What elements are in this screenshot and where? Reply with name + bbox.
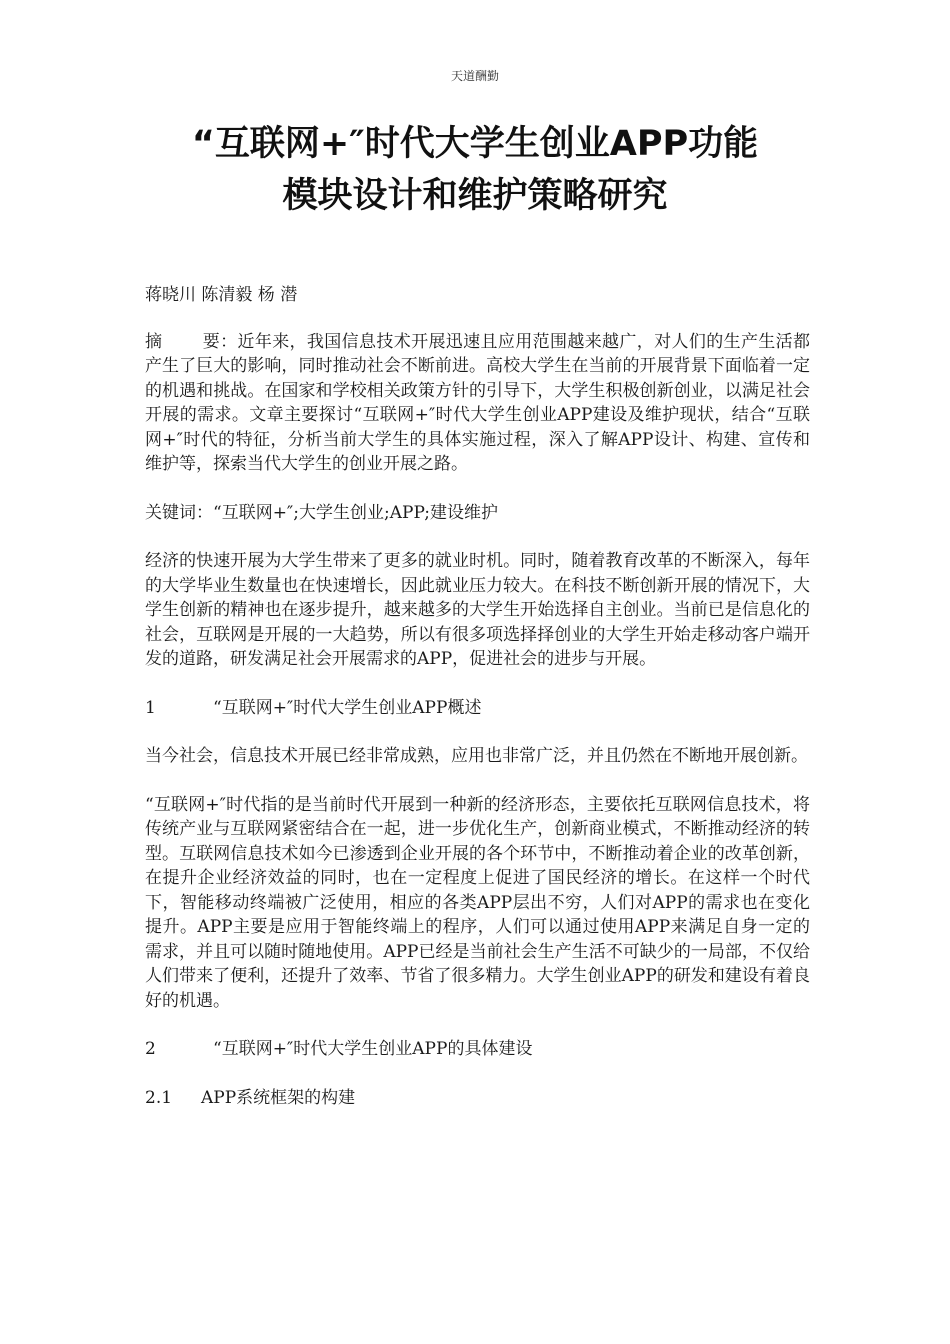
authors: 蒋晓川 陈清毅 杨 潜 [145,285,298,305]
subsection-2-1-heading [145,1086,810,1111]
keywords-label: 关键词： [145,502,213,523]
section-2-number: 2 [145,1039,156,1059]
title-line-2: 模块设计和维护策略研究 [282,176,668,216]
page-header: 天道酬勤 [450,69,499,83]
section-1-paragraph-1: 当今社会，信息技术开展已经非常成熟，应用也非常广泛，并且仍然在不断地开展创新。 [145,746,808,766]
title-line-1: “互联网+″时代大学生创业APP功能 [191,124,759,164]
document-title [140,118,810,222]
subsection-2-1-title: APP系统框架的构建 [201,1087,356,1108]
section-1-heading [145,696,810,721]
section-2-title: “互联网+″时代大学生创业APP的具体建设 [213,1039,533,1059]
document-body [145,283,810,1134]
abstract-paragraph [145,330,810,477]
section-1-title: “互联网+″时代大学生创业APP概述 [213,697,482,718]
intro-paragraph: 经济的快速开展为大学生带来了更多的就业时机。同时，随着教育改革的不断深入，每年的大学毕业生数量也在快速增长，因此就业压力较大。在科技不断创新开展的情况下，大学生创新的精神也在逐步提升，越来越多的大学生开始选择自主创业。当前已是信息化的社会，互联网是开展的一大趋势，所以有很多项选择择创业的大学生开始走移动客户端开发的道路，研发满足社会开展需求的APP，促进社会的进步与开展。 [145,551,810,669]
keywords-text: “互联网+″;大学生创业;APP;建设维护 [213,502,499,523]
abstract-label-part1: 摘 [145,331,163,352]
section-2-heading [145,1037,810,1062]
keywords-paragraph [145,501,810,526]
subsection-2-1-number: 2.1 [145,1087,173,1108]
section-1-number: 1 [145,697,156,718]
section-1-paragraph-2: “互联网+″时代指的是当前时代开展到一种新的经济形态，主要依托互联网信息技术，将传统产业与互联网紧密结合在一起，进一步优化生产，创新商业模式，不断推动经济的转型。互联网信息技术如今已渗透到企业开展的各个环节中，不断推动着企业的改革创新，在提升企业经济效益的同时，也在一定程度上促进了国民经济的增长。在这样一个时代下，智能移动终端被广泛使用，相应的各类APP层出不穷，人们对APP的需求也在变化提升。APP主要是应用于智能终端上的程序，人们可以通过使用APP来满足自身一定的需求，并且可以随时随地使用。APP已经是当前社会生产生活不可缺少的一局部，不仅给人们带来了便利，还提升了效率、节省了很多精力。大学生创业APP的研发和建设有着良好的机遇。 [145,794,810,1011]
abstract-label-part2: 要： [202,331,238,352]
abstract-text: 近年来，我国信息技术开展迅速且应用范围越来越广，对人们的生产生活都产生了巨大的影响，同时推动社会不断前进。高校大学生在当前的开展背景下面临着一定的机遇和挑战。在国家和学校相关政策方针的引导下，大学生积极创新创业，以满足社会开展的需求。文章主要探讨“互联网+″时代大学生创业APP建设及维护现状，结合“互联网+″时代的特征，分析当前大学生的具体实施过程，深入了解APP设计、构建、宣传和维护等，探索当代大学生的创业开展之路。 [145,331,811,474]
